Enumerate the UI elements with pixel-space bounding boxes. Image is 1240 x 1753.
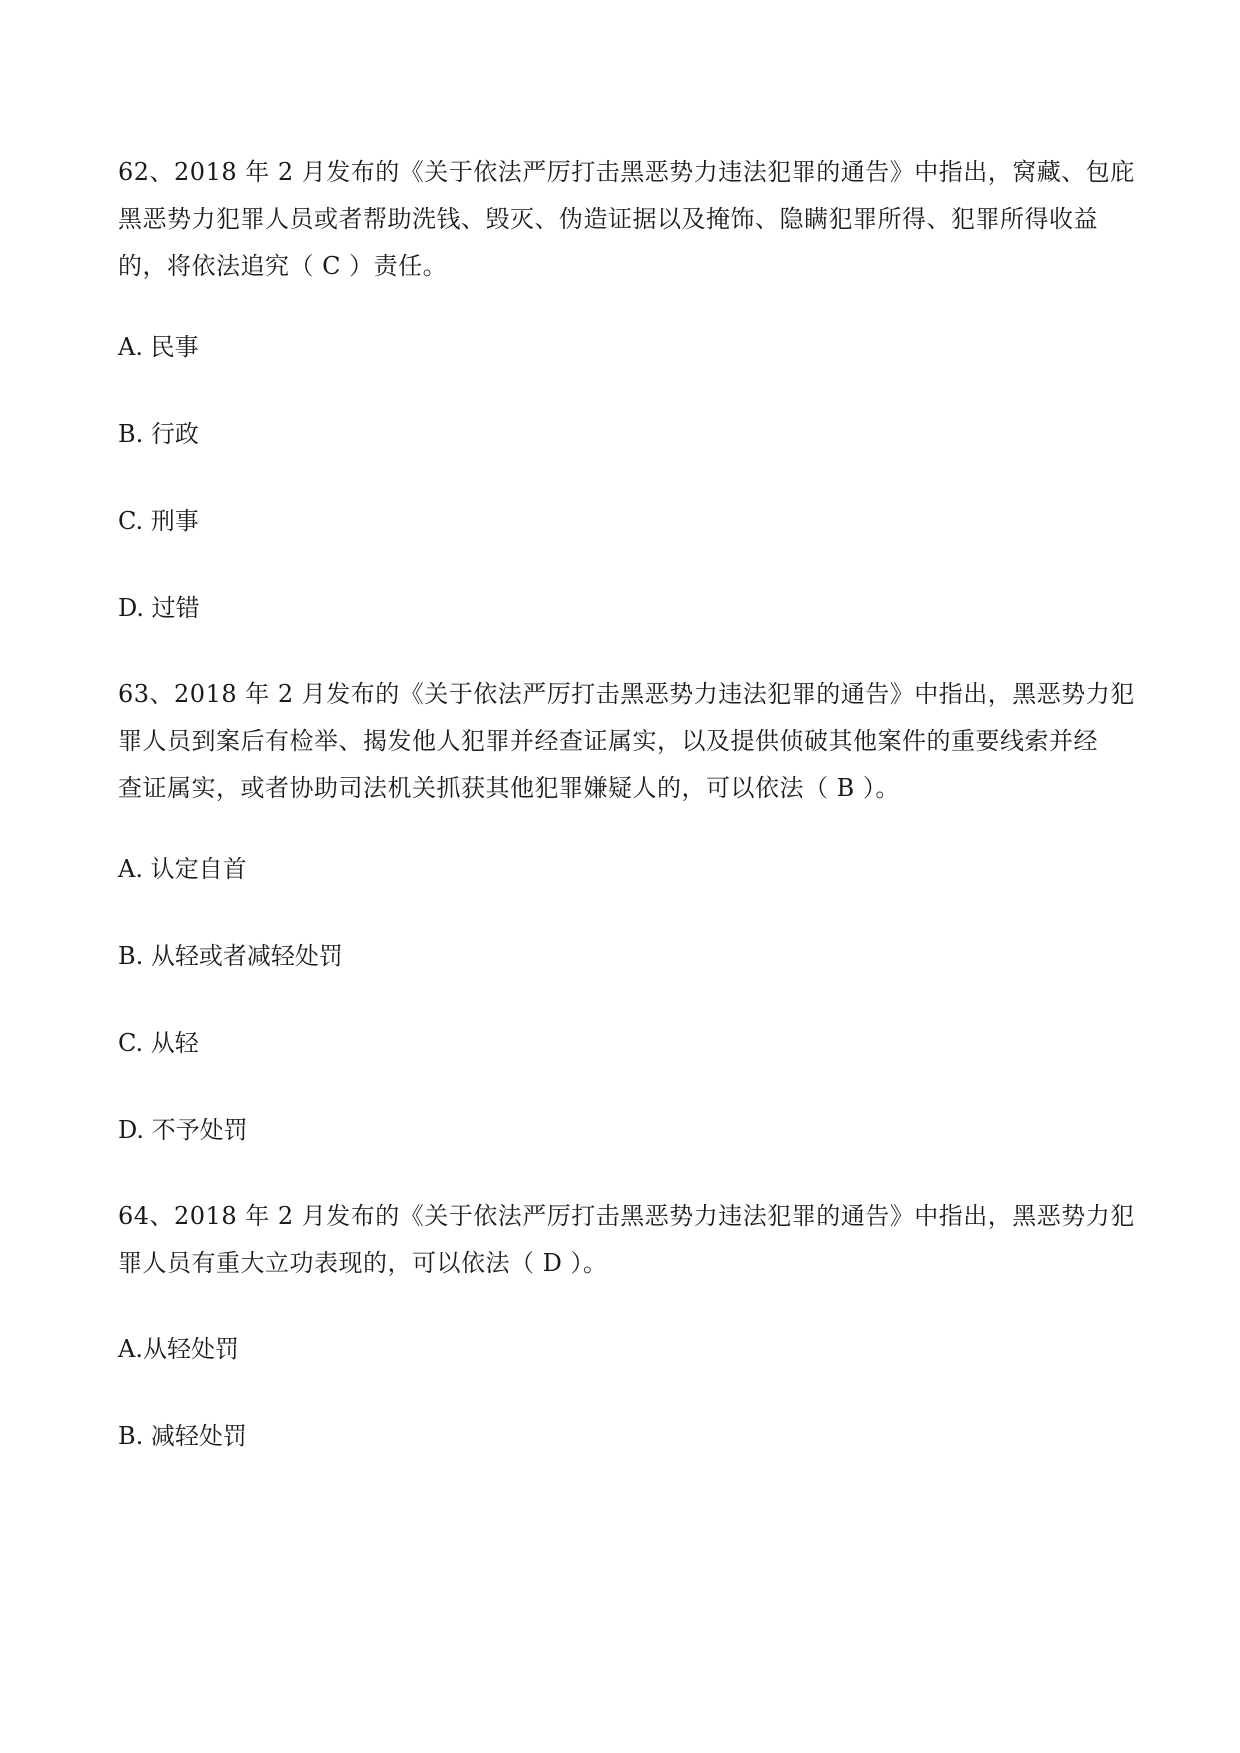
question-64-option-b: B. 减轻处罚: [118, 1422, 247, 1450]
question-63-option-b: B. 从轻或者减轻处罚: [118, 942, 343, 970]
question-64-line-2: 罪人员有重大立功表现的，可以依法（ D ）。: [118, 1249, 608, 1277]
question-62-line-3: 的，将依法追究（ C ）责任。: [118, 252, 448, 280]
question-62-option-c: C. 刑事: [118, 507, 199, 535]
question-62-option-b: B. 行政: [118, 420, 199, 448]
question-62-option-a: A. 民事: [118, 333, 199, 361]
question-64-line-1: 64、2018 年 2 月发布的《关于依法严厉打击黑恶势力违法犯罪的通告》中指出，黑恶势力犯: [118, 1202, 1135, 1230]
question-64-option-a: A.从轻处罚: [118, 1335, 239, 1363]
question-62-line-1: 62、2018 年 2 月发布的《关于依法严厉打击黑恶势力违法犯罪的通告》中指出，窝藏、包庇: [118, 158, 1135, 186]
question-62-line-2: 黑恶势力犯罪人员或者帮助洗钱、毁灭、伪造证据以及掩饰、隐瞒犯罪所得、犯罪所得收益: [118, 205, 1098, 233]
question-63-line-1: 63、2018 年 2 月发布的《关于依法严厉打击黑恶势力违法犯罪的通告》中指出，黑恶势力犯: [118, 680, 1135, 708]
question-62-option-d: D. 过错: [118, 594, 200, 622]
question-63-line-2: 罪人员到案后有检举、揭发他人犯罪并经查证属实，以及提供侦破其他案件的重要线索并经: [118, 727, 1098, 755]
question-63-option-a: A. 认定自首: [118, 855, 247, 883]
question-63-option-c: C. 从轻: [118, 1029, 199, 1057]
question-63-option-d: D. 不予处罚: [118, 1116, 248, 1144]
question-63-line-3: 查证属实，或者协助司法机关抓获其他犯罪嫌疑人的，可以依法（ B ）。: [118, 774, 900, 802]
